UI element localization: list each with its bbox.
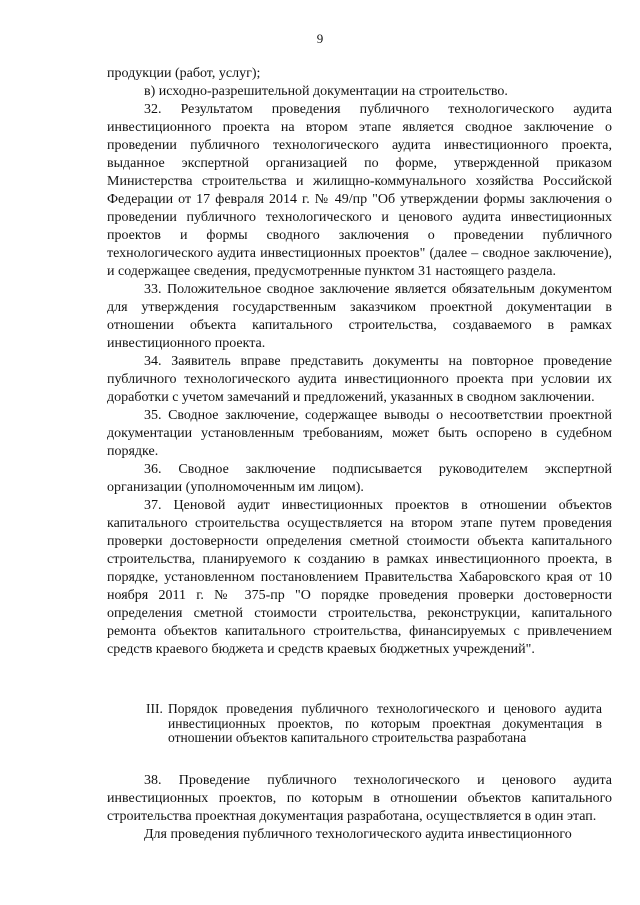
section-heading xyxy=(146,702,602,746)
paragraph-37: 37. Ценовой аудит инвестиционных проектов в отношении объектов капитального строительства осуществляется на втором этапе путем проведения проверки достоверности определения сметной стоимости объекта капитального строительства, планируемого к созданию в рамках инвестиционного проекта, в порядке, установленном постановлением Правительства Хабаровского края от 10 ноября 2011 г. № 375-пр "О порядке проведения проверки достоверности определения сметной стоимости строительства, реконструкции, капитального ремонта объектов капитального строительства, финансируемых с привлечением средств краевого бюджета и средств краевых бюджетных учреждений". xyxy=(107,498,612,657)
body-text-top xyxy=(107,65,612,659)
paragraph-item-v: в) исходно-разрешительной документации на строительство. xyxy=(144,84,508,99)
paragraph-34: 34. Заявитель вправе представить документы на повторное проведение публичного технологического аудита инвестиционного проекта при условии их доработки с учетом замечаний и предложений, указанных в сводном заключении. xyxy=(107,354,612,405)
paragraph-38: 38. Проведение публичного технологического и ценового аудита инвестиционных проектов, по которым в отношении объектов капитального строительства проектная документация разработана, осуществляется в один этап. xyxy=(107,773,612,824)
paragraph-35: 35. Сводное заключение, содержащее выводы о несоответствии проектной документации установленным требованиям, может быть оспорено в судебном порядке. xyxy=(107,408,612,459)
paragraph-32: 32. Результатом проведения публичного технологического аудита инвестиционного проекта на втором этапе является сводное заключение о проведении публичного технологического аудита инвестиционного проекта, выданное экспертной организацией по форме, утвержденной приказом Министерства строительства и жилищно-коммунального хозяйства Российской Федерации от 17 февраля 2014 г. № 49/пр "Об утверждении формы заключения о проведении публичного технологического и ценового аудита инвестиционных проектов и формы сводного заключения о проведении публичного технологического аудита инвестиционных проектов" (далее – сводное заключение), и содержащее сведения, предусмотренные пунктом 31 настоящего раздела. xyxy=(107,102,612,279)
page-number: 9 xyxy=(316,31,324,46)
paragraph-36: 36. Сводное заключение подписывается руководителем экспертной организации (уполномоченным им лицом). xyxy=(107,462,612,495)
section-number: III. xyxy=(146,701,163,716)
paragraph-continuation: продукции (работ, услуг); xyxy=(107,66,261,81)
section-title: Порядок проведения публичного технологического и ценового аудита инвестиционных проектов, по которым проектная документация в отношении объектов капитального строительства разработана xyxy=(168,701,602,745)
paragraph-continued: Для проведения публичного технологического аудита инвестиционного xyxy=(144,827,572,842)
body-text-bottom xyxy=(107,772,612,844)
paragraph-33: 33. Положительное сводное заключение является обязательным документом для утверждения государственным заказчиком проектной документации в отношении объекта капитального строительства, создаваемого в рамках инвестиционного проекта. xyxy=(107,282,612,351)
